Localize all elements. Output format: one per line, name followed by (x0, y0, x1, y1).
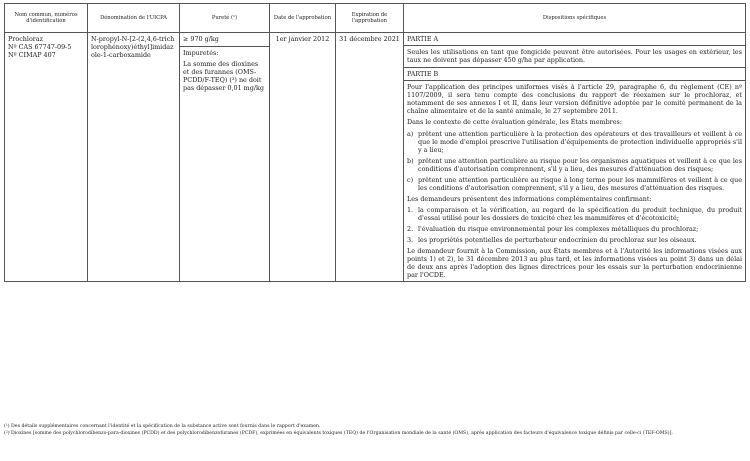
part-b-text: Pour l'application des principes uniformes visés à l'article 29, paragraphe 6, du règlement (CE) nº 1107/2009, il sera tenu compte des conclusions du rapport de réexamen sur le prochloraz, et notamment de ses annexes I et II, dans leur version définitive adoptée par le comité permanent de la chaîne alimentaire et de la santé animale, le 27 septembre 2011. (407, 83, 742, 116)
final-text: Le demandeur fournit à la Commission, aux États membres et à l'Autorité les informations visées aux points 1) et 2), le 31 décembre 2013 au plus tard, et les informations visées au point 3) dans un délai de deux ans après l'adoption des lignes directrices pour les essais sur la perturbation endocrinienne par l'OCDE. (407, 246, 742, 279)
header-approval-date: Date de l'approbation (270, 4, 336, 33)
header-iupac: Dénomination de l'UICPA (88, 4, 180, 33)
header-specific-provisions: Dispositions spécifiques (404, 4, 746, 33)
purity-value: ≥ 970 g/kg (183, 35, 219, 43)
footnote-text: Dioxines [somme des polychlorodibenzo-para-dioxines (PCDD) et des polychlorodibenzofuranes (PCDF), exprimées en équivalents toxiques (TEQ) de l'Organisation mondiale de la santé (OMS), après application des facteurs d'équivalence toxique définis par celle-ci (TEF-OMS)]. (11, 431, 673, 437)
substance-name: Prochloraz (8, 35, 44, 43)
cell-expiry-date: 31 décembre 2021 (336, 33, 404, 282)
list-item (407, 236, 742, 244)
cell-iupac: N-propyl-N-[2-(2,4,6-trichlorophénoxy)éthyl]imidazole-1-carboxamide (88, 33, 180, 282)
cell-common-name (5, 33, 88, 282)
list-item-text: les propriétés potentielles de perturbateur endocrinien du prochloraz sur les oiseaux. (418, 235, 697, 244)
impurities-text: La somme des dioxines et des furannes (OMS-PCDD/F-TEQ) (²) ne doit pas dépasser 0,01 mg/kg (183, 60, 264, 92)
number-list (407, 206, 742, 244)
list-marker: b) (407, 156, 414, 165)
letter-list (407, 130, 742, 192)
footnote (4, 424, 746, 430)
list-marker: 3. (407, 235, 414, 244)
list-item-text: l'évaluation du risque environnemental pour les complexes métalliques du prochloraz; (418, 224, 699, 233)
list-item (407, 225, 742, 233)
list-item (407, 130, 742, 154)
list-item-text: prêtent une attention particulière au risque à long terme pour les mammifères et veillent à ce que les conditions d'autorisation comprennent, s'il y a lieu, des mesures d'atténuation des risques. (418, 175, 742, 192)
list-marker: 1. (407, 205, 414, 214)
cimap-number: Nº CIMAP 407 (8, 51, 56, 59)
cell-approval-date: 1er janvier 2012 (270, 33, 336, 282)
list-item-text: prêtent une attention particulière à la protection des opérateurs et des travailleurs et veillent à ce que le mode d'emploi prescrive l'utilisation d'équipements de protection individuelle appropriés s'il y a lieu; (418, 129, 742, 154)
footnote-text: Des détails supplémentaires concernant l'identité et la spécification de la substance active sont fournis dans le rapport d'examen. (11, 424, 321, 429)
part-a-text: Seules les utilisations en tant que fongicide peuvent être autorisées. Pour les usages en extérieur, les taux ne doivent pas dépasser 450 g/ha par application. (407, 48, 742, 64)
footnote-mark: (¹) (4, 424, 10, 429)
header-purity: Pureté (¹) (180, 4, 270, 33)
context-text: Dans le contexte de cette évaluation générale, les États membres: (407, 118, 622, 127)
substance-table (4, 3, 746, 282)
cell-specific-provisions (404, 33, 746, 282)
header-common-name: Nom commun, numéros d'identification (5, 4, 88, 33)
list-item (407, 157, 742, 173)
cell-purity (180, 33, 270, 282)
list-item (407, 206, 742, 222)
impurities-block (180, 46, 269, 92)
applicants-text: Les demandeurs présentent des informations complémentaires confirmant: (407, 194, 652, 203)
list-item-text: prêtent une attention particulière au risque pour les organismes aquatiques et veillent à ce que les conditions d'autorisation comprennent, s'il y a lieu, des mesures d'atténuation des risques; (418, 156, 742, 173)
table-row (5, 33, 746, 282)
footnote-mark: (²) (4, 431, 10, 437)
table-header-row (5, 4, 746, 33)
list-marker: 2. (407, 224, 414, 233)
footnotes (4, 424, 746, 439)
header-expiry-date: Expiration de l'approbation (336, 4, 404, 33)
list-marker: a) (407, 129, 414, 138)
part-a-title: PARTIE A (404, 35, 745, 46)
list-marker: c) (407, 175, 414, 184)
list-item-text: la comparaison et la vérification, au regard de la spécification du produit technique, du produit d'essai utilisé pour les dossiers de toxicité chez les mammifères et d'écotoxicité; (418, 205, 742, 222)
list-item (407, 176, 742, 192)
impurities-label: Impuretés: (183, 49, 219, 57)
part-b-title: PARTIE B (404, 67, 745, 81)
footnote (4, 431, 746, 437)
cas-number: Nº CAS 67747-09-5 (8, 43, 72, 51)
